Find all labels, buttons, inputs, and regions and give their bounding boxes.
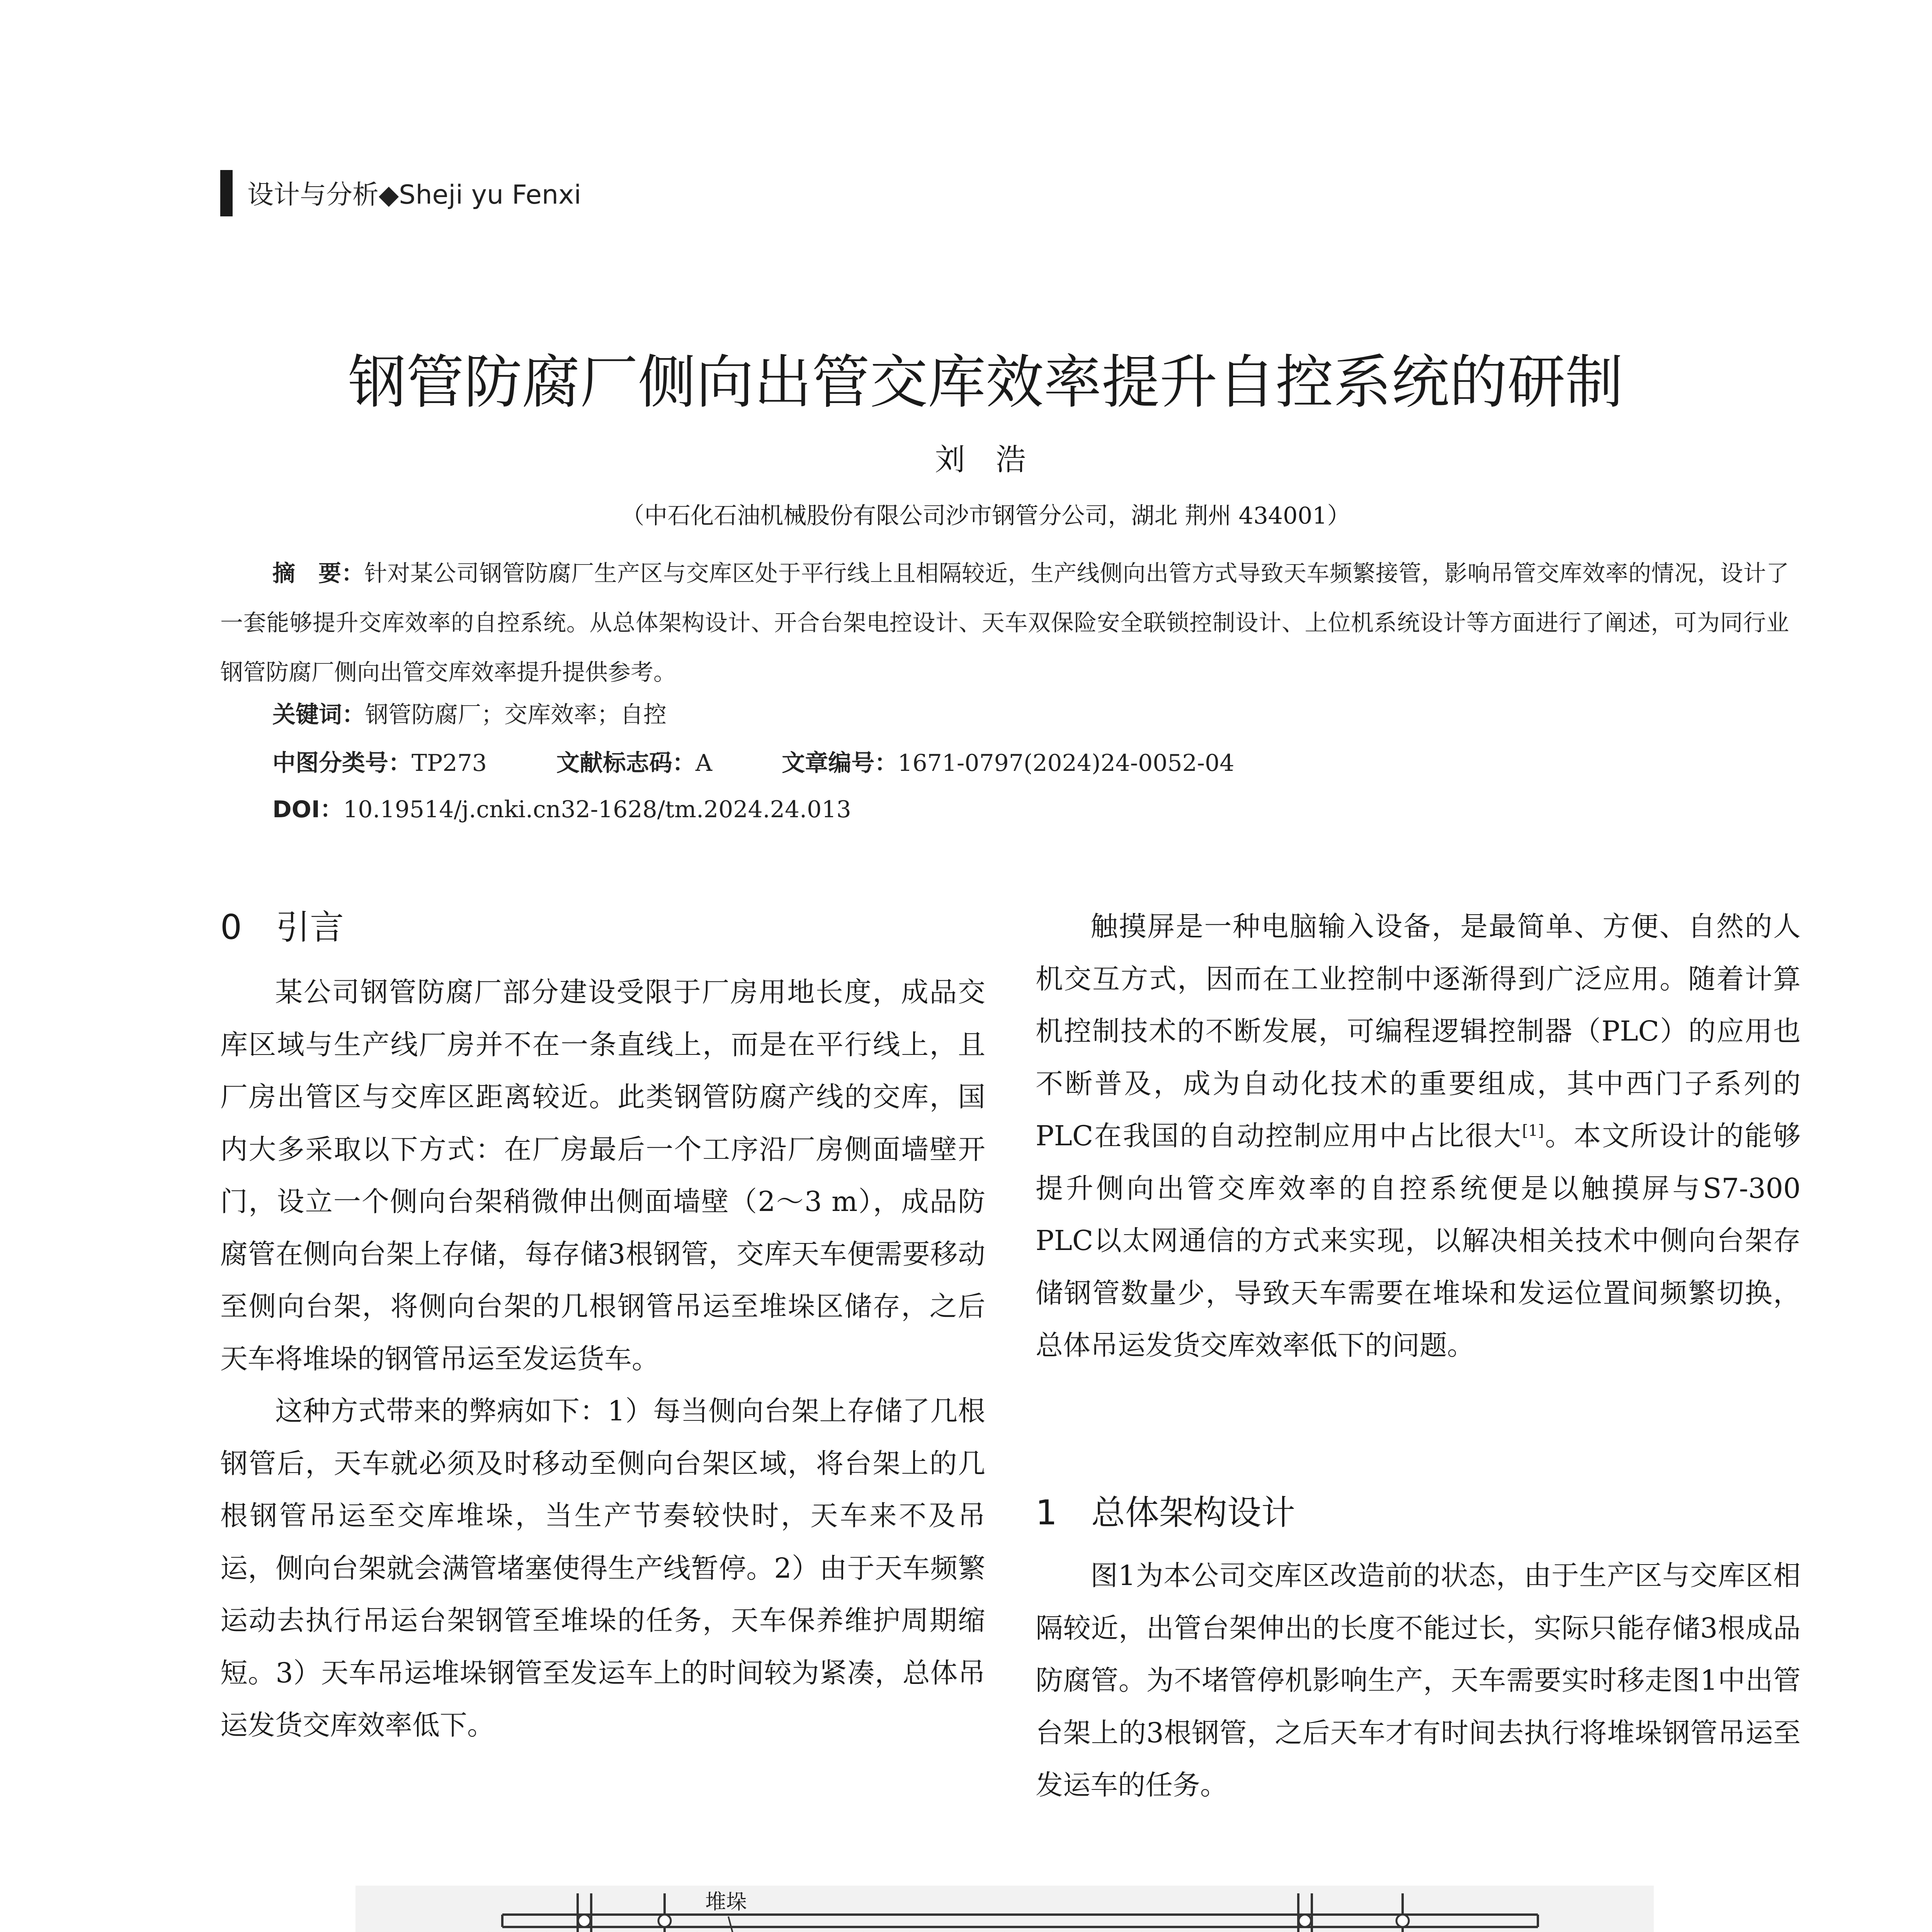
keywords-line xyxy=(272,696,667,734)
figure-1-diagram xyxy=(355,1886,1654,1932)
author: 刘 浩 xyxy=(935,442,1037,477)
stack-leader xyxy=(728,1917,746,1932)
paper-title: 钢管防腐厂侧向出管交库效率提升自控系统的研制 xyxy=(348,349,1623,416)
intro-paragraph-1: 某公司钢管防腐厂部分建设受限于厂房用地长度，成品交库区域与生产线厂房并不在一条直线上，而是在平行线上，且厂房出管区与交库区距离较近。此类钢管防腐产线的交库，国内大多采取以下方式：在厂房最后一个工序沿厂房侧面墙壁开门，设立一个侧向台架稍微伸出侧面墙壁（2～3 m），成品防腐管在侧向台架上存储，每存储3根钢管，交库天车便需要移动至侧向台架，将侧向台架的几根钢管吊运至堆垛区储存，之后天车将堆垛的钢管吊运至发运货车。 xyxy=(220,976,985,1375)
keywords-text: 钢管防腐厂；交库效率；自控 xyxy=(365,701,667,728)
article-value: 1671-0797(2024)24-0052-04 xyxy=(898,750,1235,777)
clc-label: 中图分类号： xyxy=(272,750,412,777)
figure-labels xyxy=(363,1889,1636,1932)
right-paragraph-1 xyxy=(1036,900,1801,1372)
citation-ref[interactable]: [1] xyxy=(1522,1122,1544,1140)
doi-value: 10.19514/j.cnki.cn32-1628/tm.2024.24.013 xyxy=(343,796,851,823)
right-paragraph-1a: 触摸屏是一种电脑输入设备，是最简单、方便、自然的人机交互方式，因而在工业控制中逐渐得到广泛应用。随着计算机控制技术的不断发展，可编程逻辑控制器（PLC）的应用也不断普及，成为自动化技术的重要组成，其中西门子系列的PLC在我国的自动控制应用中占比很大 xyxy=(1036,910,1801,1152)
section-heading-intro: 0 引言 xyxy=(220,907,344,947)
crane-wheels xyxy=(578,1915,1409,1932)
figure-1 xyxy=(355,1886,1654,1932)
section-heading-architecture: 1 总体架构设计 xyxy=(1036,1493,1295,1532)
running-header: 设计与分析◆Sheji yu Fenxi xyxy=(247,180,582,210)
label-stack: 堆垛 xyxy=(705,1889,747,1914)
abstract-text: 针对某公司钢管防腐厂生产区与交库区处于平行线上且相隔较近，生产线侧向出管方式导致天车频繁接管，影响吊管交库效率的情况，设计了一套能够提升交库效率的自控系统。从总体架构设计、开合台架电控设计、天车双保险安全联锁控制设计、上位机系统设计等方面进行了阐述，可为同行业钢管防腐厂侧向出管交库效率提升提供参考。 xyxy=(220,560,1789,685)
classification-line xyxy=(272,744,1234,782)
abstract xyxy=(220,549,1789,697)
doi-line xyxy=(272,790,851,829)
doc-value: A xyxy=(695,750,713,777)
doi-label: DOI： xyxy=(272,796,344,823)
right-column-bottom xyxy=(1036,1549,1801,1811)
header-bar xyxy=(220,170,233,216)
intro-paragraph-2: 这种方式带来的弊病如下：1）每当侧向台架上存储了几根钢管后，天车就必须及时移动至侧向台架区域，将台架上的几根钢管吊运至交库堆垛，当生产节奏较快时，天车来不及吊运，侧向台架就会满管堵塞使得生产线暂停。2）由于天车频繁运动去执行吊运台架钢管至堆垛的任务，天车保养维护周期缩短。3）天车吊运堆垛钢管至发运车上的时间较为紧凑，总体吊运发货交库效率低下。 xyxy=(220,1395,985,1741)
right-paragraph-1b: 。本文所设计的能够提升侧向出管交库效率的自控系统便是以触摸屏与S7-300 PLC以太网通信的方式来实现，以解决相关技术中侧向台架存储钢管数量少，导致天车需要在堆垛和发运位置间频繁切换，总体吊运发货交库效率低下的问题。 xyxy=(1036,1120,1801,1361)
affiliation: （中石化石油机械股份有限公司沙市钢管分公司，湖北 荆州 434001） xyxy=(621,502,1350,529)
article-label: 文章编号： xyxy=(782,750,898,777)
doc-label: 文献标志码： xyxy=(556,750,696,777)
abstract-label: 摘 要： xyxy=(272,560,364,587)
architecture-paragraph-1: 图1为本公司交库区改造前的状态，由于生产区与交库区相隔较近，出管台架伸出的长度不能过长，实际只能存储3根成品防腐管。为不堵管停机影响生产，天车需要实时移走图1中出管台架上的3根钢管，之后天车才有时间去执行将堆垛钢管吊运至发运车的任务。 xyxy=(1036,1560,1801,1801)
clc-value: TP273 xyxy=(412,750,487,777)
keywords-label: 关键词： xyxy=(272,701,365,728)
right-column-top xyxy=(1036,900,1801,1372)
left-column xyxy=(220,966,985,1752)
crane-rails xyxy=(502,1915,1538,1932)
